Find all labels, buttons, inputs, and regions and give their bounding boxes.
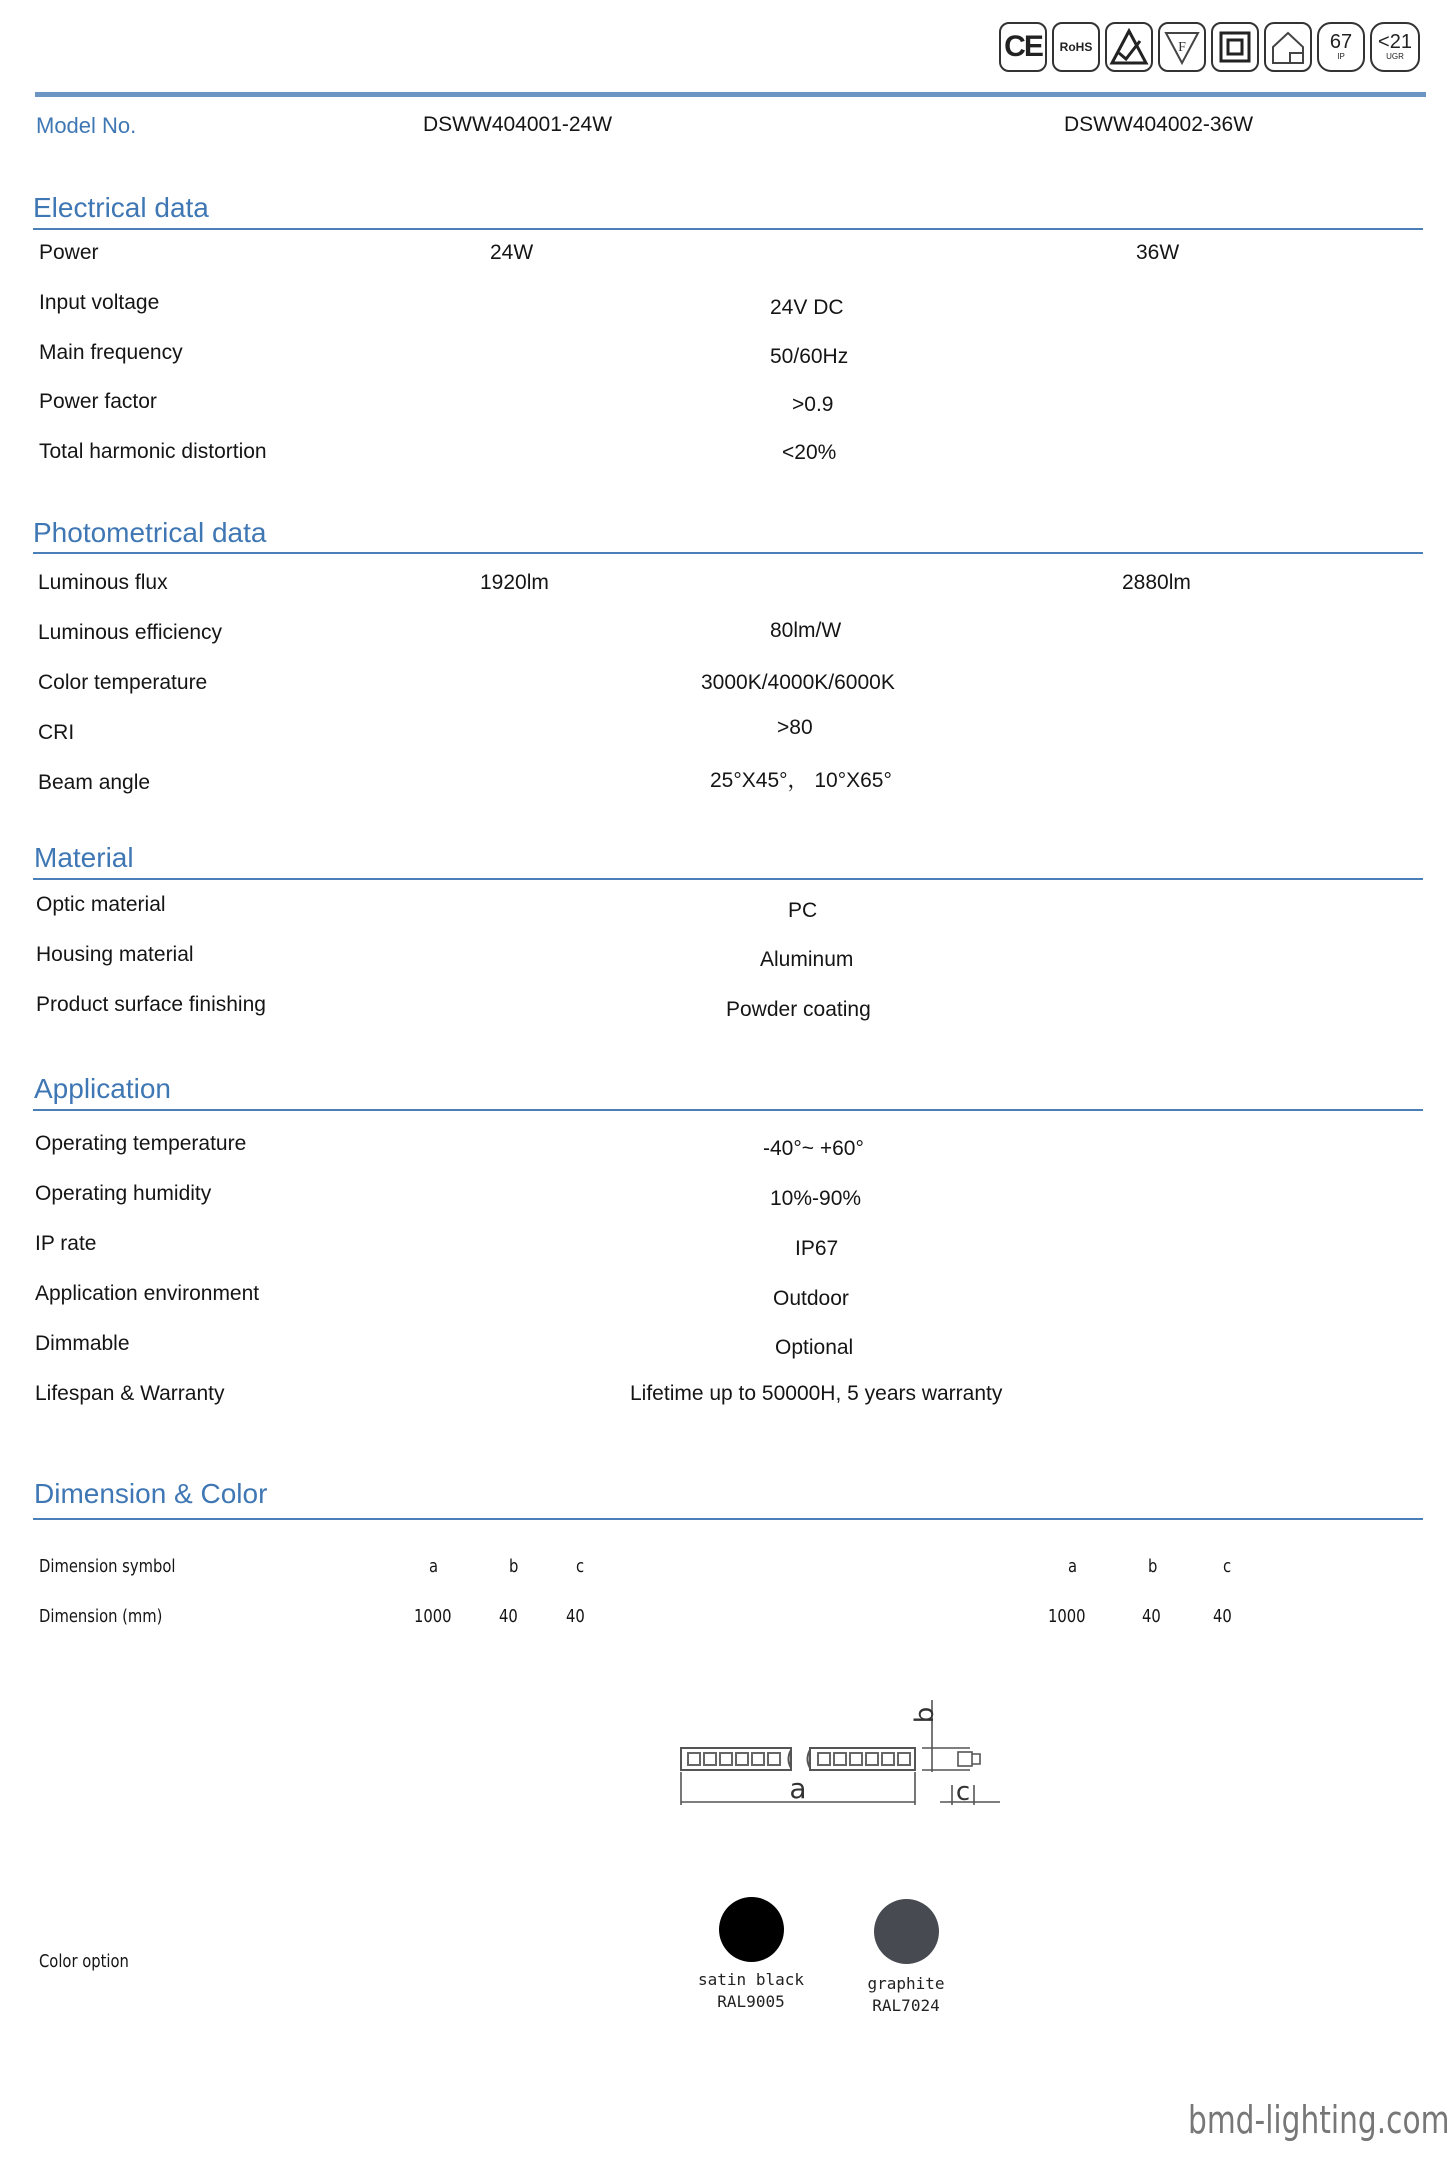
luminous-flux-label: Luminous flux [38,571,168,594]
application-environment-label: Application environment [35,1282,260,1305]
luminous-flux-a-value: 1920lm [480,571,549,594]
dimension-b-value-a: 1000 [1048,1606,1086,1627]
rcm-mark-icon [1105,22,1153,72]
satin-black-code: RAL9005 [717,1992,785,2011]
dimension-b-symbol-c: c [1223,1556,1232,1577]
rcm-triangle-icon [1109,27,1149,67]
luminous-efficiency-label: Luminous efficiency [38,621,223,644]
model-b-value: DSWW404002-36W [1064,113,1254,136]
dimension-a-value-a: 1000 [414,1606,452,1627]
material-section-title: Material [34,842,134,873]
lifespan-warranty-label: Lifespan & Warranty [35,1382,225,1405]
dimension-a-value-b: 40 [499,1606,518,1627]
brand-watermark: bmd-lighting.com [1188,2098,1449,2142]
model-a-value: DSWW404001-24W [423,113,613,136]
dimension-b-value-b: 40 [1142,1606,1161,1627]
power-b-value: 36W [1136,241,1180,264]
graphite-caption [845,1973,967,2017]
dimension-a-value-c: 40 [566,1606,585,1627]
operating-temperature-value: -40°~ +60° [763,1137,864,1160]
surface-finishing-label: Product surface finishing [36,993,266,1016]
ip-rate-label: IP rate [35,1232,97,1255]
housing-material-value: Aluminum [760,948,854,971]
surface-finishing-value: Powder coating [726,998,871,1021]
dimension-b-symbol-a: a [1068,1556,1078,1577]
power-factor-value: >0.9 [792,393,834,416]
dimension-symbol-label: Dimension symbol [39,1556,176,1577]
rohs-mark-icon: RoHS [1052,22,1100,72]
dimension-a-symbol-a: a [429,1556,439,1577]
housing-material-label: Housing material [36,943,194,966]
dimension-a-symbol-c: c [576,1556,585,1577]
graphite-name: graphite [867,1974,945,1993]
f-mark-icon [1158,22,1206,72]
dimension-mm-label: Dimension (mm) [39,1606,163,1627]
dimension-b-value-c: 40 [1213,1606,1232,1627]
satin-black-caption [690,1969,812,2013]
beam-angle-value: 25°X45°， 10°X65° [710,769,892,792]
led-segments [688,1753,910,1765]
power-label: Power [39,241,99,264]
ce-mark-icon: CE [999,22,1047,72]
dimension-rule [33,1518,1423,1520]
application-section-title: Application [34,1073,171,1104]
power-a-value: 24W [490,241,534,264]
electrical-rule [33,228,1423,230]
graphite-swatch [874,1899,939,1964]
main-frequency-label: Main frequency [39,341,183,364]
operating-humidity-label: Operating humidity [35,1182,212,1205]
photometrical-rule [33,552,1423,554]
luminous-efficiency-value: 80lm/W [770,619,842,642]
application-rule [33,1109,1423,1111]
drawing-label-b: b [910,1706,940,1724]
ip-rating-mark-icon: 67 IP [1317,22,1365,72]
optic-material-value: PC [788,899,818,922]
input-voltage-value: 24V DC [770,296,844,319]
power-factor-label: Power factor [39,390,157,413]
ip-rate-value: IP67 [795,1237,839,1260]
dimension-section-title: Dimension & Color [34,1478,268,1509]
thd-value: <20% [782,441,837,464]
lifespan-warranty-value: Lifetime up to 50000H, 5 years warranty [630,1382,1003,1405]
operating-temperature-label: Operating temperature [35,1132,247,1155]
cri-label: CRI [38,721,75,744]
drawing-label-c: c [955,1777,971,1807]
optic-material-label: Optic material [36,893,166,916]
thd-label: Total harmonic distortion [39,440,267,463]
ugr-mark-icon: <21 UGR [1370,22,1420,72]
dimension-a-symbol-b: b [509,1556,519,1577]
model-number-label: Model No. [36,113,137,138]
drawing-label-a: a [789,1772,807,1805]
color-temperature-label: Color temperature [38,671,208,694]
class-ii-mark-icon [1211,22,1259,72]
satin-black-swatch [719,1897,784,1962]
input-voltage-label: Input voltage [39,291,160,314]
beam-angle-label: Beam angle [38,771,151,794]
luminous-flux-b-value: 2880lm [1122,571,1191,594]
graphite-code: RAL7024 [872,1996,940,2015]
dimension-b-symbol-b: b [1148,1556,1158,1577]
indoor-outdoor-mark-icon [1264,22,1312,72]
dimmable-value: Optional [775,1336,854,1359]
f-mark-letter: F [1178,40,1186,55]
application-environment-value: Outdoor [773,1287,849,1310]
electrical-section-title: Electrical data [33,192,209,223]
color-temperature-value: 3000K/4000K/6000K [701,671,895,694]
header-rule [35,92,1426,97]
color-option-label: Color option [39,1951,129,1972]
operating-humidity-value: 10%-90% [770,1187,862,1210]
cri-value: >80 [777,716,813,739]
dimension-drawing [670,1690,1010,1820]
photometrical-section-title: Photometrical data [33,517,267,548]
satin-black-name: satin black [698,1970,804,1989]
material-rule [33,878,1423,880]
main-frequency-value: 50/60Hz [770,345,849,368]
dimmable-label: Dimmable [35,1332,130,1355]
